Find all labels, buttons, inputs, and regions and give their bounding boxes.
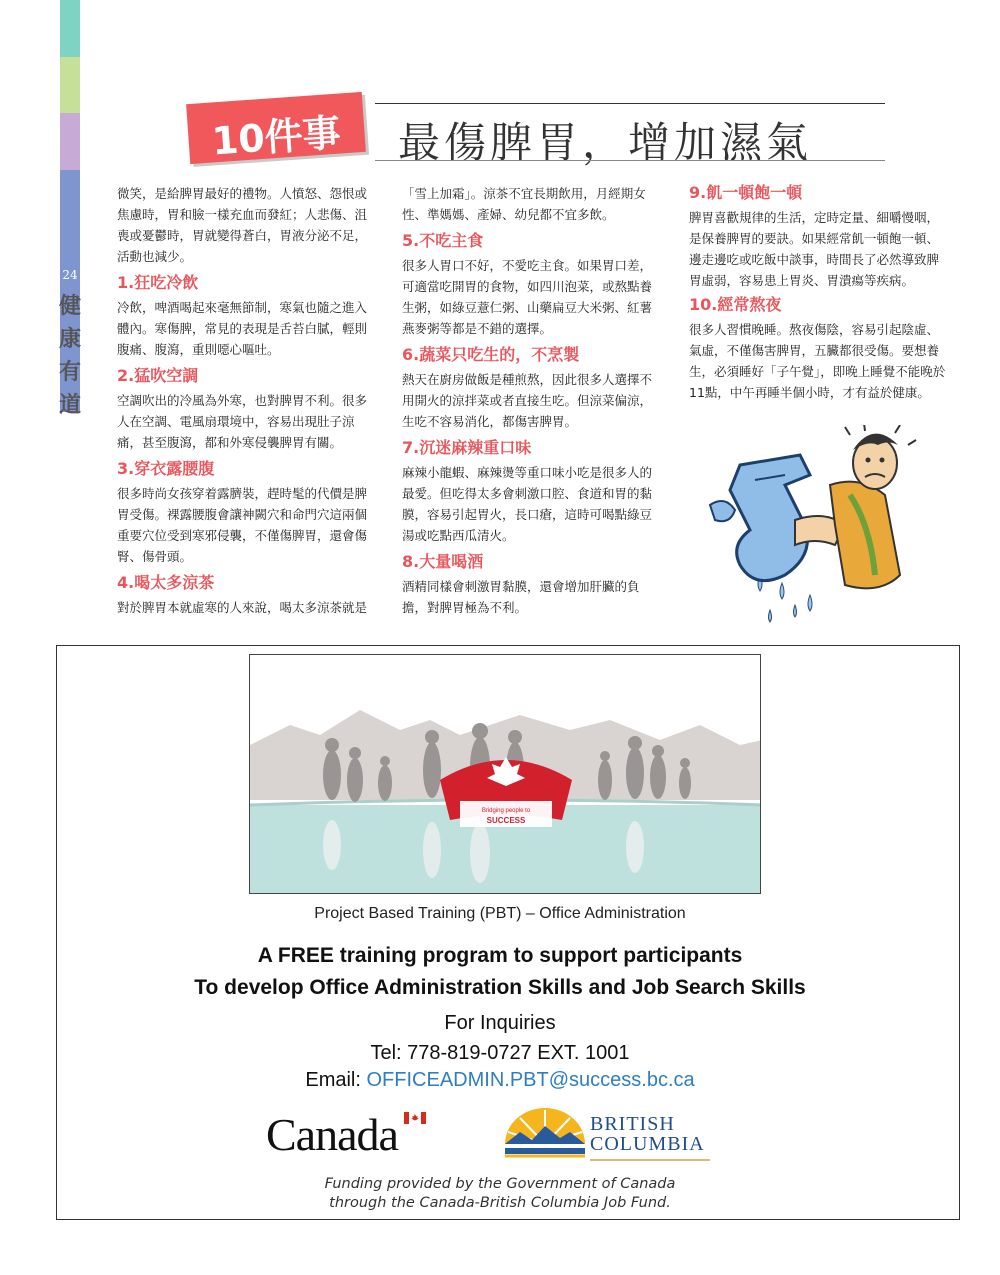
page-number: 24 (62, 268, 78, 282)
section-char: 道 (58, 392, 81, 418)
email-link[interactable]: OFFICEADMIN.PBT@success.bc.ca (366, 1069, 695, 1091)
item-heading: 5.不吃主食 (402, 231, 484, 250)
email-label: Email: (305, 1069, 367, 1091)
funding-line-2: through the Canada-British Columbia Job Fund. (329, 1195, 671, 1211)
item-heading: 1.狂吃冷飲 (117, 273, 199, 292)
headline-line-2: To develop Office Administration Skills and Job Search Skills (194, 976, 806, 999)
item-body: 熱天在廚房做飯是種煎熬，因此很多人選擇不用開火的涼拌菜或者直接生吃。但涼菜偏涼，生吃不容易消化，都傷害脾胃。 (402, 372, 653, 429)
item-heading: 3.穿衣露腰腹 (117, 459, 215, 478)
bc-wordmark-line2: COLUMBIA (590, 1133, 705, 1155)
item-heading: 10.經常熬夜 (689, 295, 782, 314)
inquiries-tel: Tel: 778-819-0727 EXT. 1001 (370, 1042, 630, 1064)
page-title: 最傷脾胃，增加濕氣 (398, 118, 813, 167)
item-body: 很多人胃口不好，不愛吃主食。如果胃口差，可適當吃開胃的食物，如四川泡菜，或熬點養生粥，如綠豆薏仁粥、山藥扁豆大米粥、紅薯燕麥粥等都是不錯的選擇。 (402, 258, 653, 336)
cartoon-illustration (700, 425, 930, 625)
title-tag: 10件事 (210, 110, 343, 164)
program-title: Project Based Training (PBT) – Office Administration (314, 905, 686, 922)
sidebar-segment-green (60, 57, 80, 113)
ad-headline (100, 940, 900, 1004)
bc-wordmark (590, 1114, 705, 1154)
item-body: 麻辣小龍蝦、麻辣燙等重口味小吃是很多人的最愛。但吃得太多會刺激口腔、食道和胃的黏膜，容易引起胃火，長口瘡，這時可喝點綠豆湯或吃點西瓜清火。 (402, 465, 653, 543)
section-char: 健 (58, 293, 81, 319)
item-heading: 6.蔬菜只吃生的，不烹製 (402, 345, 580, 364)
item-heading: 8.大量喝酒 (402, 552, 484, 571)
item-heading: 4.喝太多涼茶 (117, 573, 215, 592)
funding-line-1: Funding provided by the Government of Canada (324, 1176, 676, 1192)
canada-wordmark: Canada (266, 1109, 398, 1160)
inquiries-email (100, 1069, 900, 1092)
title-rule-top (375, 103, 885, 104)
banner-graphic (250, 655, 761, 894)
title-rule-bottom (375, 160, 885, 161)
item-heading: 9.飢一頓飽一頓 (689, 183, 803, 202)
headline-line-1: A FREE training program to support participants (257, 944, 743, 967)
item-body: 對於脾胃本就虛寒的人來說，喝太多涼茶就是 (117, 600, 368, 615)
article-column-1 (117, 183, 379, 620)
item-body-continued: 「雪上加霜」。涼茶不宜長期飲用，月經期女性、準媽媽、產婦、幼兒都不宜多飲。 (402, 186, 646, 222)
section-char: 有 (58, 359, 81, 385)
item-heading: 7.沉迷麻辣重口味 (402, 438, 532, 457)
item-body: 脾胃喜歡規律的生活，定時定量、細嚼慢咽，是保養脾胃的要訣。如果經常飢一頓飽一頓、邊走邊吃或吃飯中談事，時間長了必然導致脾胃虛弱，容易患上胃炎、胃潰瘍等疾病。 (689, 210, 940, 288)
funding-note (100, 1175, 900, 1213)
success-banner-image (249, 654, 761, 894)
inquiries-title: For Inquiries (444, 1012, 556, 1034)
item-heading: 2.猛吹空調 (117, 366, 199, 385)
article-column-2 (402, 183, 664, 620)
section-char: 康 (58, 326, 81, 352)
sidebar-segment-teal (60, 0, 80, 57)
item-body: 很多人習慣晚睡。熬夜傷陰，容易引起陰虛、氣虛，不僅傷害脾胃，五臟都很受傷。要想養生，必須睡好「子午覺」，即晚上睡覺不能晚於11點，中午再睡半個小時，才有益於健康。 (689, 322, 946, 400)
item-body: 空調吹出的冷風為外寒，也對脾胃不利。很多人在空調、電風扇環境中，容易出現肚子涼痛，甚至腹瀉，都和外寒侵襲脾胃有關。 (117, 393, 368, 450)
item-body: 很多時尚女孩穿着露臍裝，趕時髦的代價是脾胃受傷。裸露腰腹會讓神闕穴和命門穴這兩個重要穴位受到寒邪侵襲，不僅傷脾胃，還會傷腎、傷骨頭。 (117, 486, 368, 564)
banner-success: SUCCESS (486, 816, 526, 825)
item-body: 酒精同樣會刺激胃黏膜，還會增加肝臟的負擔，對脾胃極為不利。 (402, 579, 640, 615)
item-body: 冷飲，啤酒喝起來毫無節制，寒氣也隨之進入體內。寒傷脾，常見的表現是舌苔白膩，輕則腹痛、腹瀉，重則噁心嘔吐。 (117, 300, 368, 357)
sidebar-segment-purple (60, 113, 80, 170)
banner-tagline: Bridging people to (481, 808, 531, 814)
stomach-shape (730, 455, 810, 581)
article-column-3 (689, 181, 951, 405)
article-intro: 微笑，是給脾胃最好的禮物。人憤怒、怨恨或焦慮時，胃和臉一樣充血而發紅；人悲傷、沮喪或憂鬱時，胃就變得蒼白，胃液分泌不足，活動也減少。 (117, 186, 368, 264)
section-label (56, 290, 84, 422)
bc-wordmark-line1: BRITISH (590, 1113, 675, 1135)
canada-flag-icon (404, 1112, 426, 1124)
